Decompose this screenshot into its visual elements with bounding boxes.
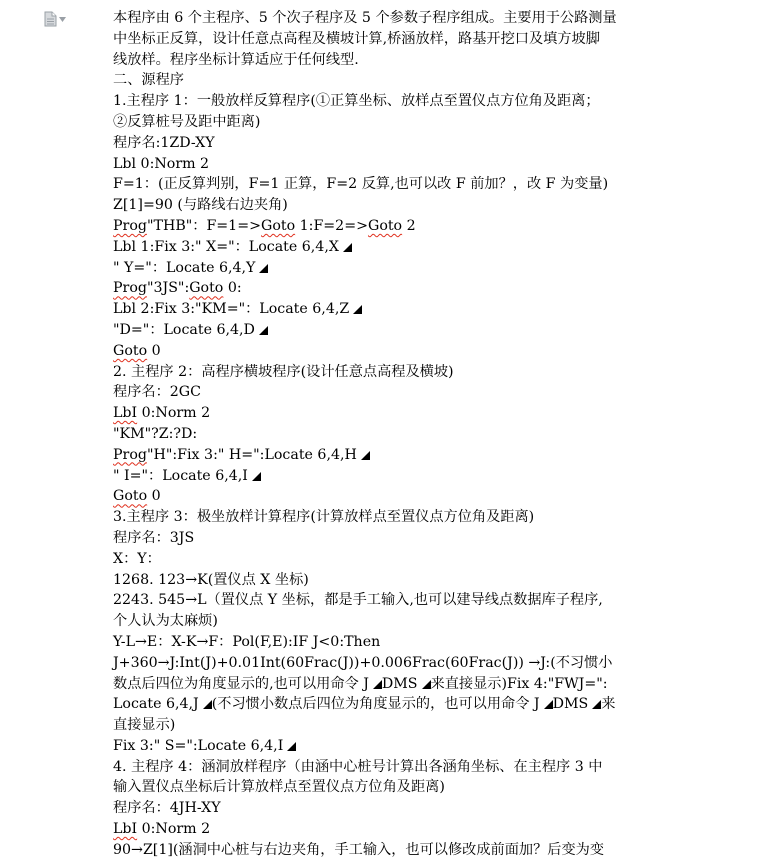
text-run: "KM"?Z:?D:	[113, 425, 198, 442]
text-run: " Y="：Locate 6,4,Y	[113, 259, 256, 276]
text-line	[113, 403, 673, 424]
spellcheck-word: Prog	[113, 217, 147, 234]
text-run: DMS	[381, 675, 418, 692]
text-run: " I="：Locate 6,4,I	[113, 467, 248, 484]
text-run: 2243. 545→L（置仪点 Y 坐标，都是手工输入,也可以建导线点数据库子程序,	[113, 592, 603, 609]
text-run: 1.主程序 1：一般放样反算程序(①正算坐标、放样点至置仪点方位角及距离；	[113, 93, 600, 110]
text-line	[113, 133, 673, 154]
text-line	[113, 112, 673, 133]
text-line	[113, 674, 673, 695]
text-line	[113, 694, 673, 715]
text-run: Lbl 1:Fix 3:" X="：Locate 6,4,X	[113, 238, 339, 255]
text-line	[113, 798, 673, 819]
text-line	[113, 341, 673, 362]
text-run: Fix 3:" S=":Locate 6,4,I	[113, 737, 284, 754]
display-triangle-icon	[259, 264, 268, 273]
display-triangle-icon	[203, 700, 212, 709]
text-run: 0:Norm 2	[137, 821, 211, 838]
spellcheck-word: LbI	[113, 405, 138, 422]
text-run: 1268. 123→K(置仪点 X 坐标)	[113, 571, 309, 588]
display-triangle-icon	[353, 305, 362, 314]
text-line	[113, 486, 673, 507]
display-triangle-icon	[361, 451, 370, 460]
text-run: 本程序由 6 个主程序、5 个次子程序及 5 个参数子程序组成。主要用于公路测量	[113, 10, 617, 26]
text-line	[113, 237, 673, 258]
text-line	[113, 195, 673, 216]
spellcheck-word: Goto	[367, 217, 403, 234]
text-line	[113, 777, 673, 798]
text-run: 程序名：3JS	[113, 529, 195, 546]
text-run: 0	[147, 488, 161, 505]
text-line	[113, 819, 673, 840]
text-line	[113, 299, 673, 320]
text-line	[113, 715, 673, 736]
text-run: J+360→J:Int(J)+0.01Int(60Frac(J))+0.006Frac(60Frac(J)) →J:(不习惯小	[113, 654, 613, 671]
text-line	[113, 91, 673, 112]
document-icon[interactable]	[44, 10, 74, 28]
document-body	[113, 8, 673, 861]
text-run: ②反算桩号及距中距离)	[113, 113, 261, 130]
text-run: 二、源程序	[113, 72, 184, 89]
text-run: 0:	[223, 280, 242, 297]
spellcheck-word: Prog	[113, 280, 147, 297]
display-triangle-icon	[259, 326, 268, 335]
text-run: (不习惯小数点后四位为角度显示的，也可以用命令 J	[211, 696, 540, 713]
text-run: Z[1]=90 (与路线右边夹角)	[113, 197, 288, 214]
text-run: 1:F=2=>	[295, 217, 368, 234]
spellcheck-word: Goto	[261, 217, 296, 234]
display-triangle-icon	[373, 680, 382, 689]
text-run: "D="：Locate 6,4,D	[113, 321, 255, 338]
text-line	[113, 258, 673, 279]
text-line	[113, 70, 673, 91]
text-run: 个人认为太麻烦)	[113, 613, 218, 630]
text-run: "3JS":	[146, 280, 190, 297]
text-run: 90→Z[1](涵洞中心桩与右边夹角，手工输入，也可以修改成前面加？后变为变	[113, 841, 605, 858]
text-line	[113, 549, 673, 570]
text-run: 4. 主程序 4：涵洞放样程序（由涵中心桩号计算出各涵角坐标、在主程序 3 中	[113, 758, 603, 775]
text-line	[113, 278, 673, 299]
text-line	[113, 424, 673, 445]
spellcheck-word: LbI	[113, 821, 138, 838]
text-line	[113, 570, 673, 591]
display-triangle-icon	[287, 742, 296, 751]
text-run: Lbl 2:Fix 3:"KM="：Locate 6,4,Z	[113, 301, 350, 318]
text-line	[113, 382, 673, 403]
text-line	[113, 174, 673, 195]
spellcheck-word: Goto	[113, 342, 148, 359]
display-triangle-icon	[544, 700, 553, 709]
display-triangle-icon	[252, 472, 261, 481]
text-run: 0	[147, 342, 161, 359]
display-triangle-icon	[592, 700, 601, 709]
text-run: 程序名:1ZD-XY	[113, 134, 215, 151]
text-line	[113, 590, 673, 611]
text-run: F=1：(正反算判别，F=1 正算，F=2 反算,也可以改 F 前加？，改 F 为变量)	[113, 176, 609, 193]
text-run: 中坐标正反算，设计任意点高程及横坡计算,桥涵放样，路基开挖口及填方坡脚	[113, 30, 600, 47]
spellcheck-word: Prog	[113, 446, 147, 463]
text-line	[113, 29, 673, 50]
text-line	[113, 50, 673, 71]
text-line	[113, 320, 673, 341]
text-run: 来	[601, 696, 616, 713]
text-line	[113, 840, 673, 861]
display-triangle-icon	[422, 680, 431, 689]
text-run: 数点后四位为角度显示的,也可以用命令 J	[113, 675, 369, 692]
text-run: X：Y：	[113, 550, 161, 567]
text-line	[113, 154, 673, 175]
text-run: 输入置仪点坐标后计算放样点至置仪点方位角及距离)	[113, 779, 445, 796]
text-run: 线放样。程序坐标计算适应于任何线型.	[113, 51, 359, 68]
text-run: 直接显示)	[113, 717, 176, 734]
text-run: Lbl 0:Norm 2	[113, 155, 210, 172]
text-run: DMS	[552, 696, 589, 713]
text-line	[113, 632, 673, 653]
text-line	[113, 507, 673, 528]
text-run: Locate 6,4,J	[113, 696, 199, 713]
text-line	[113, 362, 673, 383]
text-run: 程序名：4JH-XY	[113, 800, 221, 817]
text-run: 2	[402, 217, 416, 234]
text-run: Y-L→E：X-K→F：Pol(F,E):IF J<0:Then	[113, 633, 381, 650]
text-run: 来直接显示)Fix 4:"FWJ=":	[430, 675, 608, 692]
text-run: "THB"：F=1=>	[146, 217, 261, 234]
text-line	[113, 216, 673, 237]
text-line	[113, 736, 673, 757]
text-line	[113, 528, 673, 549]
text-line	[113, 445, 673, 466]
text-line	[113, 466, 673, 487]
text-line	[113, 611, 673, 632]
text-line	[113, 757, 673, 778]
spellcheck-word: Goto	[189, 280, 224, 297]
text-line	[113, 653, 673, 674]
text-line	[113, 8, 673, 29]
chevron-down-icon	[59, 17, 66, 22]
text-run: 3.主程序 3：极坐放样计算程序(计算放样点至置仪点方位角及距离)	[113, 509, 535, 526]
text-run: 0:Norm 2	[137, 405, 211, 422]
text-run: "H":Fix 3:" H=":Locate 6,4,H	[146, 446, 357, 463]
text-run: 2. 主程序 2：高程序横坡程序(设计任意点高程及横坡)	[113, 363, 454, 380]
display-triangle-icon	[343, 243, 352, 252]
text-run: 程序名：2GC	[113, 384, 201, 401]
spellcheck-word: Goto	[113, 488, 148, 505]
file-icon	[44, 11, 57, 27]
